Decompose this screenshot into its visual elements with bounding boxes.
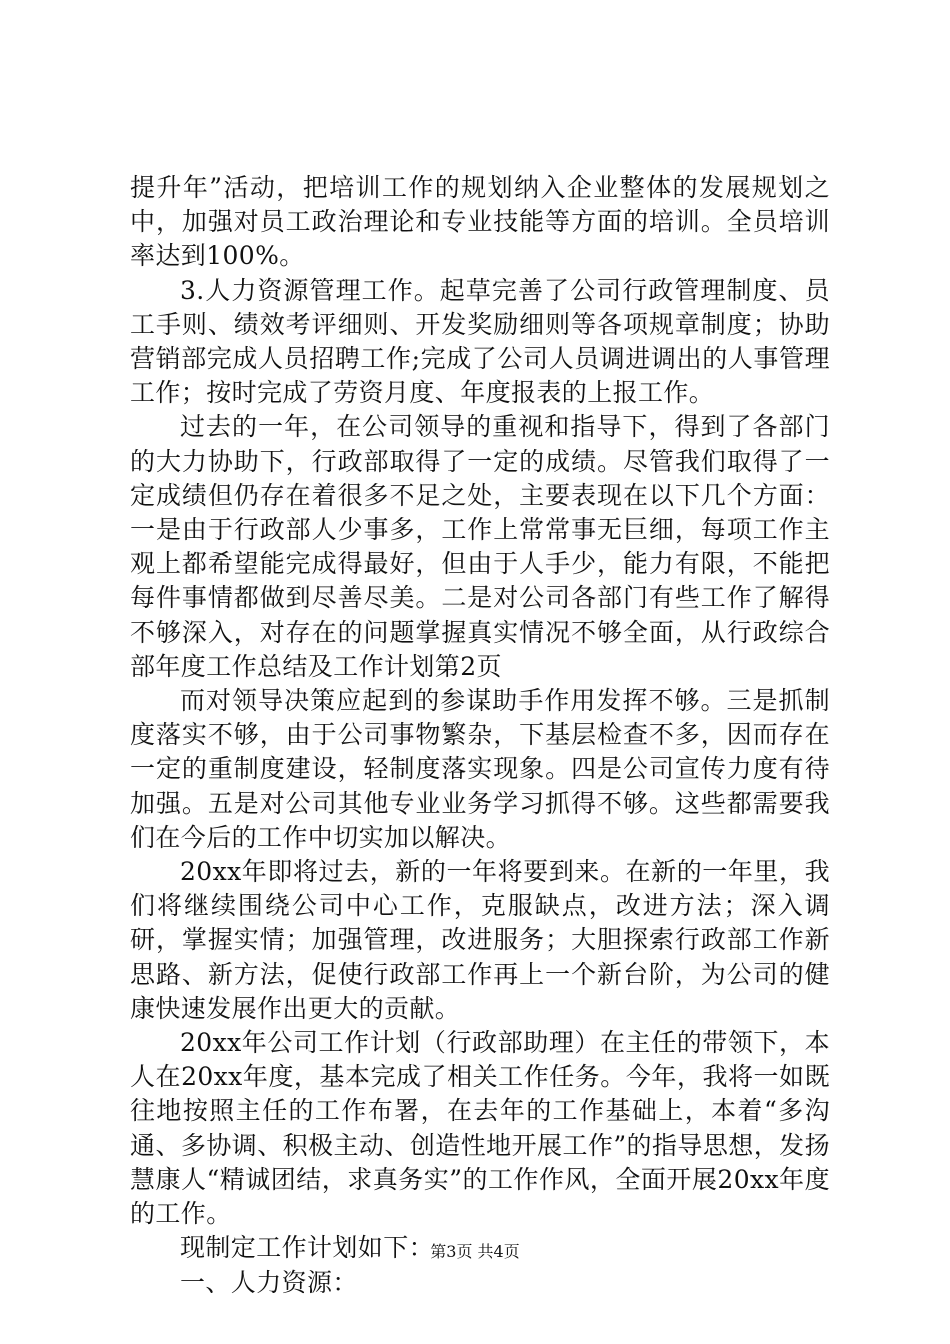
page-number: 第3页 共4页 bbox=[430, 1242, 520, 1261]
document-body bbox=[130, 171, 830, 1300]
page-footer bbox=[0, 1241, 950, 1263]
paragraph-8: 一、人力资源： bbox=[180, 1267, 358, 1297]
paragraph-7: 现制定工作计划如下： bbox=[180, 1233, 435, 1263]
paragraph-3: 过去的一年，在公司领导的重视和指导下，得到了各部门的大力协助下，行政部取得了一定的成绩。尽管我们取得了一定成绩但仍存在着很多不足之处，主要表现在以下几个方面：一是由于行政部人少事多，工作上常常事无巨细，每项工作主观上都希望能完成得最好，但由于人手少，能力有限，不能把每件事情都做到尽善尽美。二是对公司各部门有些工作了解得不够深入，对存在的问题掌握真实情况不够全面，从行政综合部年度工作总结及工作计划第2页 bbox=[130, 412, 830, 681]
paragraph-4: 而对领导决策应起到的参谋助手作用发挥不够。三是抓制度落实不够，由于公司事物繁杂，下基层检查不多，因而存在一定的重制度建设，轻制度落实现象。四是公司宣传力度有待加强。五是对公司其他专业业务学习抓得不够。这些都需要我们在今后的工作中切实加以解决。 bbox=[130, 686, 830, 852]
paragraph-5: 20xx年即将过去，新的一年将要到来。在新的一年里，我们将继续围绕公司中心工作，克服缺点，改进方法；深入调研，掌握实情；加强管理，改进服务；大胆探索行政部工作新思路、新方法，促使行政部工作再上一个新台阶，为公司的健康快速发展作出更大的贡献。 bbox=[130, 857, 830, 1023]
paragraph-1: 提升年”活动，把培训工作的规划纳入企业整体的发展规划之中，加强对员工政治理论和专业技能等方面的培训。全员培训率达到100%。 bbox=[130, 173, 830, 271]
paragraph-6: 20xx年公司工作计划（行政部助理）在主任的带领下，本人在20xx年度，基本完成了相关工作任务。今年，我将一如既往地按照主任的工作布署，在去年的工作基础上，本着“多沟通、多协调、积极主动、创造性地开展工作”的指导思想，发扬慧康人“精诚团结，求真务实”的工作作风，全面开展20xx年度的工作。 bbox=[130, 1028, 830, 1229]
paragraph-2: 3.人力资源管理工作。起草完善了公司行政管理制度、员工手则、绩效考评细则、开发奖励细则等各项规章制度；协助营销部完成人员招聘工作;完成了公司人员调进调出的人事管理工作；按时完成了劳资月度、年度报表的上报工作。 bbox=[130, 275, 830, 408]
